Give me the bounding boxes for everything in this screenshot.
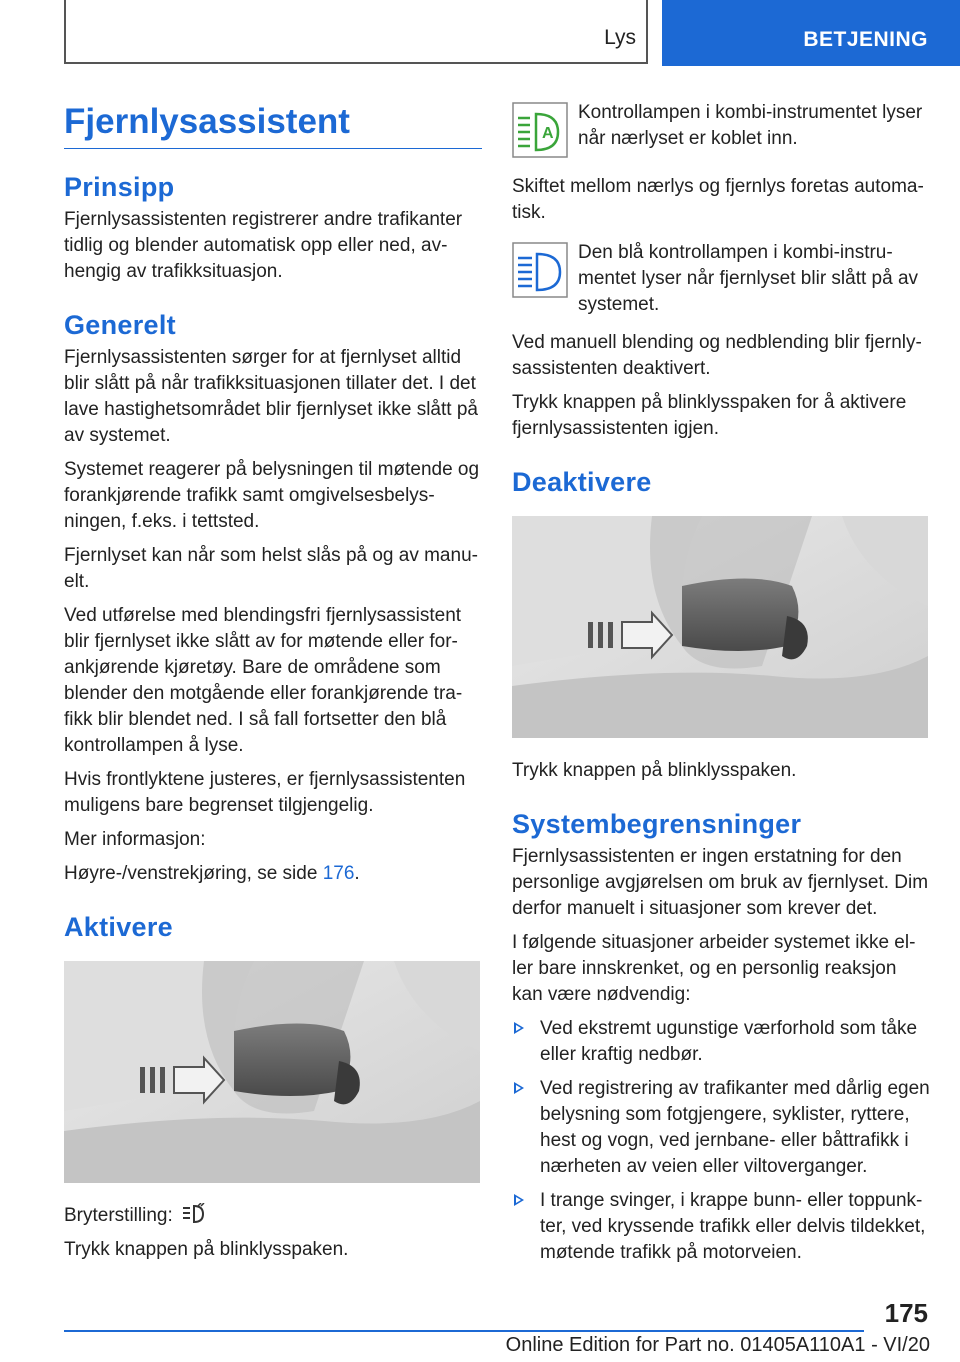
footer-edition-text: Online Edition for Part no. 01405A110A1 - VI/20 (505, 1334, 930, 1356)
paragraph: Ved manuell blending og nedblending blir fjernlysassistenten deaktivert. (512, 332, 922, 379)
paragraph: Fjernlysassistenten er ingen erstatning for den personlige avgjørelsen om bruk av fjernlyset. Dim derfor manuelt i situasjoner som krever det. (512, 846, 929, 919)
list-item (512, 1188, 930, 1266)
page-number: 175 (884, 1298, 928, 1328)
indicator-low-beam-text: Kontrollampen i kombi-instrumentet lyser når nærlyset er koblet inn. (578, 102, 923, 149)
paragraph: Fjernlysassistenten sørger for at fjernlyset alltid blir slått på når trafikksituasjonen tillater det. I det lave hastighetsområdet blir fjernlyset ikke slått på av systemet. (64, 347, 478, 446)
cross-reference (64, 861, 482, 887)
bullet-triangle-icon (514, 1022, 524, 1034)
paragraph: Mer informasjon: (64, 829, 206, 850)
page-title: Fjernlysassistent (64, 102, 350, 141)
header-frame (64, 0, 648, 64)
header-chapter-tab: BETJENING (662, 0, 960, 66)
high-beam-assist-icon (181, 1203, 207, 1225)
paragraph: Systemet reagerer på belysningen til møtende og forankjørende trafikk samt omgivelsesbelysningen, f.eks. i tettsted. (64, 459, 480, 532)
switch-position-line (64, 1203, 482, 1229)
bullet-triangle-icon (514, 1082, 524, 1094)
right-column (512, 100, 930, 1274)
paragraph: Trykk knappen på blinklysspaken. (512, 760, 797, 781)
paragraph: Hvis frontlyktene justeres, er fjernlysassistenten muligens bare begrenset tilgjengelig. (64, 769, 466, 816)
list-item (512, 1076, 930, 1180)
stalk-photo-deactivate (512, 516, 928, 738)
paragraph: Trykk knappen på blinklysspaken. (64, 1239, 349, 1260)
paragraph: Trykk knappen på blinklysspaken for å aktivere fjernlysassistenten igjen. (512, 392, 907, 439)
high-beam-indicator-blue-icon (512, 242, 568, 298)
list-item-text: Ved registrering av trafikanter med dårlig egen belysning som fotgjengere, syklister, ryttere, hest og vogn, ved jernbane- eller båttrafikk i nærheten av veien eller viltoverganger. (540, 1078, 930, 1177)
paragraph: Fjernlyset kan når som helst slås på og av manuelt. (64, 545, 478, 592)
paragraph: Ved utførelse med blendingsfri fjernlysassistent blir fjernlyset ikke slått av for møtende eller forankjørende kjøretøy. Bare de områdene som blender den motgående eller forankjørende trafikk blir blendet ned. I så fall fortsetter den blå kontrollampen å lyse. (64, 605, 463, 756)
indicator-high-beam-text: Den blå kontrollampen i kombi-instrumentet lyser når fjernlyset blir slått på av systemet. (578, 242, 919, 315)
svg-text:A: A (542, 125, 554, 142)
heading-aktivere: Aktivere (64, 912, 173, 942)
stalk-photo-activate (64, 961, 480, 1183)
indicator-high-beam (512, 240, 930, 318)
list-item (512, 1016, 930, 1068)
left-column (64, 100, 482, 1271)
heading-generelt: Generelt (64, 310, 176, 340)
cross-reference-text: Høyre-/venstrekjøring, se side (64, 863, 323, 884)
footer-divider (64, 1330, 864, 1332)
footer-edition (64, 1334, 930, 1357)
list-item-text: Ved ekstremt ugunstige værforhold som tåke eller kraftig nedbør. (540, 1018, 918, 1065)
indicator-low-beam (512, 100, 930, 162)
heading-deaktivere: Deaktivere (512, 467, 652, 497)
header-section-title: Lys (604, 26, 636, 49)
switch-position-label: Bryterstilling: (64, 1205, 173, 1226)
paragraph: Skiftet mellom nærlys og fjernlys foretas automatisk. (512, 176, 924, 223)
page-link-176[interactable]: 176 (322, 863, 355, 884)
limitations-list (512, 1016, 930, 1266)
high-beam-assistant-indicator-green-icon (512, 102, 568, 158)
paragraph: I følgende situasjoner arbeider systemet ikke eller bare innskrenket, og en personlig reaksjon kan være nødvendig: (512, 932, 916, 1005)
cross-reference-end: . (354, 863, 360, 884)
heading-systembegrensninger: Systembegrensninger (512, 809, 802, 839)
bullet-triangle-icon (514, 1194, 524, 1206)
paragraph: Fjernlysassistenten registrerer andre trafikanter tidlig og blender automatisk opp eller ned, avhengig av trafikksituasjon. (64, 209, 463, 282)
title-divider (64, 148, 482, 149)
heading-prinsipp: Prinsipp (64, 172, 175, 202)
list-item-text: I trange svinger, i krappe bunn- eller toppunkter, ved kryssende trafikk eller delvis tildekket, møtende trafikk på motorveien. (540, 1190, 926, 1263)
